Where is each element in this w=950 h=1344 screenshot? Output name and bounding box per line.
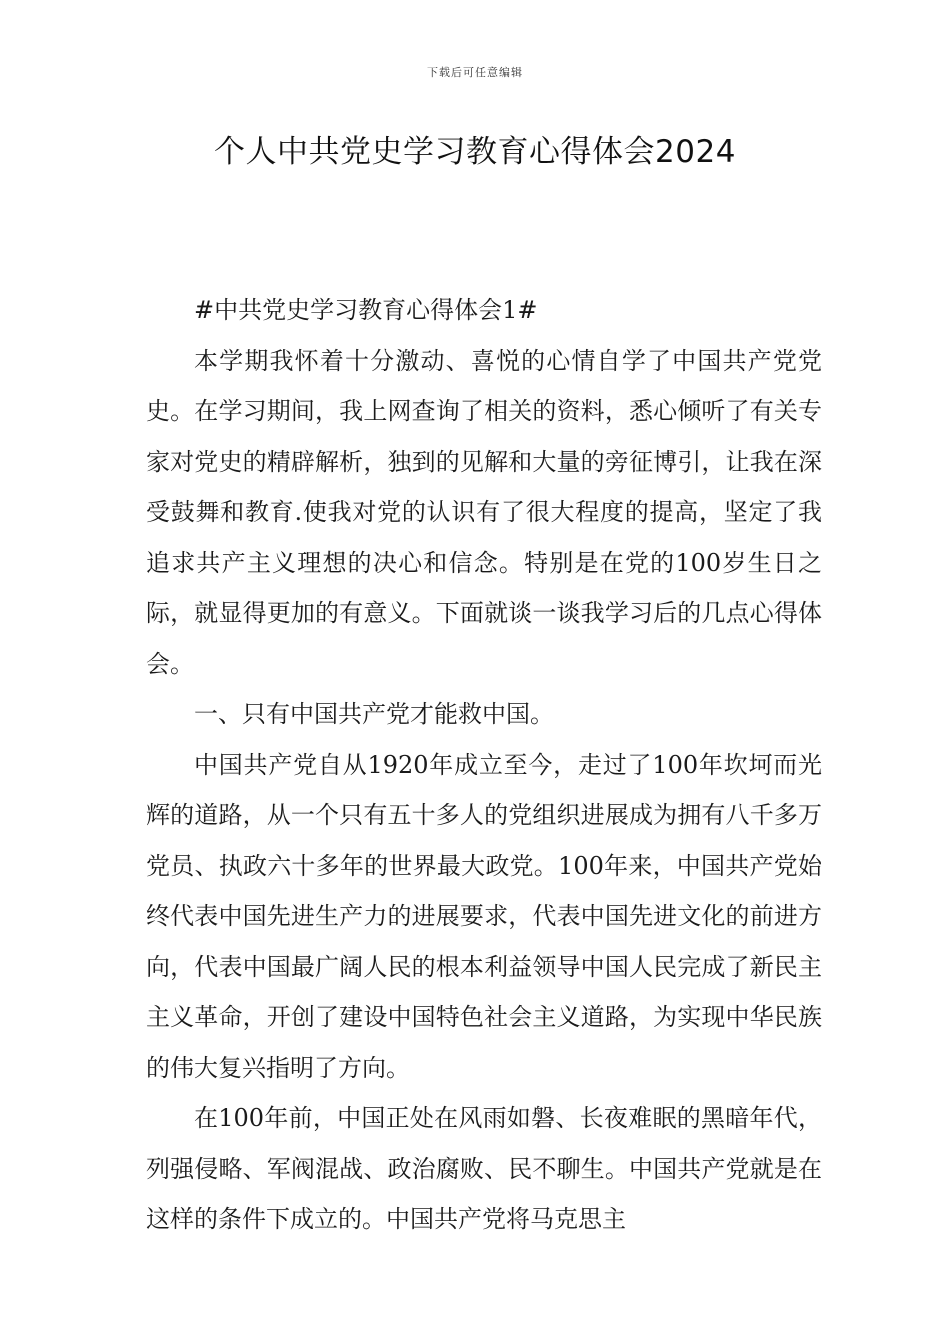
document-body — [146, 285, 822, 1245]
paragraph: 在100年前，中国正处在风雨如磐、长夜难眠的黑暗年代，列强侵略、军阀混战、政治腐败、民不聊生。中国共产党就是在这样的条件下成立的。中国共产党将马克思主 — [146, 1104, 822, 1233]
document-title: 个人中共党史学习教育心得体会2024 — [214, 134, 736, 170]
subsection-heading: 一、只有中国共产党才能救中国。 — [194, 700, 554, 728]
paragraph: 中国共产党自从1920年成立至今，走过了100年坎坷而光辉的道路，从一个只有五十多人的党组织进展成为拥有八千多万党员、执政六十多年的世界最大政党。100年来，中国共产党始终代表中国先进生产力的进展要求，代表中国先进文化的前进方向，代表中国最广阔人民的根本利益领导中国人民完成了新民主主义革命，开创了建设中国特色社会主义道路，为实现中华民族的伟大复兴指明了方向。 — [146, 750, 822, 1082]
paragraph: 本学期我怀着十分激动、喜悦的心情自学了中国共产党党史。在学习期间，我上网查询了相关的资料，悉心倾听了有关专家对党史的精辟解析，独到的见解和大量的旁征博引，让我在深受鼓舞和教育.使我对党的认识有了很大程度的提高，坚定了我追求共产主义理想的决心和信念。特别是在党的100岁生日之际，就显得更加的有意义。下面就谈一谈我学习后的几点心得体会。 — [146, 346, 822, 678]
section-heading: #中共党史学习教育心得体会1# — [194, 296, 538, 324]
header-note: 下载后可任意编辑 — [427, 66, 523, 79]
